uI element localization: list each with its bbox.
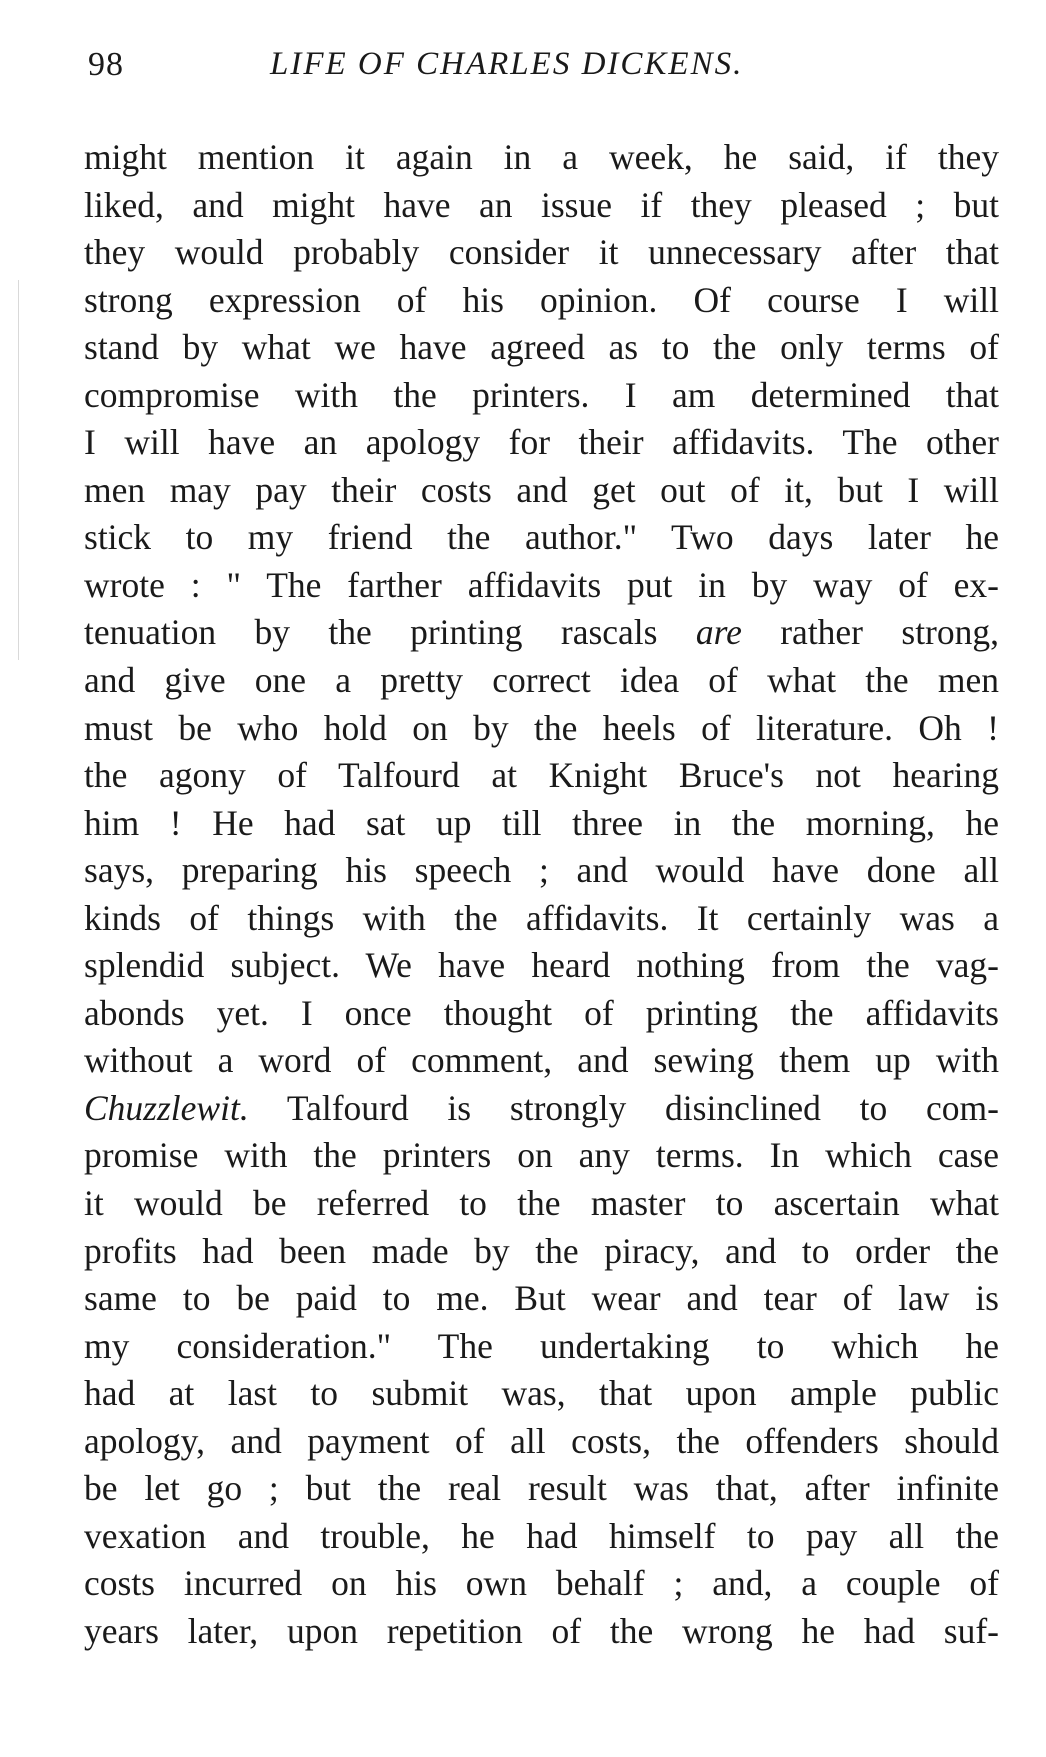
text-line: kinds of things with the affidavits. It certainly was a [84,897,999,938]
text-line: men may pay their costs and get out of it, but I will [84,469,999,510]
text-line-with-italic [84,1085,999,1133]
text-line: might mention it again in a week, he said, if they [84,137,999,177]
left-margin-shadow [18,280,19,660]
text-segment: Talfourd is strongly disinclined to com- [286,1087,999,1128]
text-line: apology, and payment of all costs, the offenders should [84,1420,999,1461]
text-line: the agony of Talfourd at Knight Bruce's not hearing [84,755,999,796]
text-line: without a word of comment, and sewing them up with [84,1040,999,1081]
italic-title: Chuzzlewit. [84,1087,249,1128]
text-line: profits had been made by the piracy, and to order the [84,1230,999,1271]
text-line: abonds yet. I once thought of printing the affidavits [84,992,999,1033]
text-line-with-italic [84,609,999,657]
text-line: liked, and might have an issue if they pleased ; but [84,184,999,225]
text-line: says, preparing his speech ; and would have done all [84,850,999,891]
text-line: they would probably consider it unnecessary after that [84,232,999,273]
running-title: LIFE OF CHARLES DICKENS. [270,46,744,82]
text-line: stick to my friend the author." Two days later he [84,517,999,558]
text-line: and give one a pretty correct idea of what the men [84,660,999,701]
text-line: splendid subject. We have heard nothing from the vag- [84,945,999,986]
text-line: him ! He had sat up till three in the morning, he [84,802,999,843]
text-segment: tenuation by the printing rascals [84,612,658,653]
text-line: had at last to submit was, that upon ample public [84,1373,999,1414]
body-text [84,134,999,1656]
italic-word: are [695,612,742,653]
text-line: stand by what we have agreed as to the only terms of [84,327,999,368]
text-line: promise with the printers on any terms. In which case [84,1135,999,1176]
text-segment: rather strong, [780,612,999,653]
text-line: be let go ; but the real result was that, after infinite [84,1468,999,1509]
text-line: compromise with the printers. I am determined that [84,374,999,415]
text-line: strong expression of his opinion. Of course I will [84,279,999,320]
text-line: vexation and trouble, he had himself to pay all the [84,1515,999,1556]
text-line: it would be referred to the master to ascertain what [84,1183,999,1224]
page-number: 98 [88,46,124,83]
text-line: years later, upon repetition of the wrong he had suf- [84,1610,999,1651]
text-line: must be who hold on by the heels of literature. Oh ! [84,707,999,748]
running-head [88,46,1012,94]
text-line: same to be paid to me. But wear and tear of law is [84,1278,999,1319]
text-line: wrote : " The farther affidavits put in by way of ex- [84,564,999,605]
text-line: my consideration." The undertaking to which he [84,1325,999,1366]
text-line: I will have an apology for their affidavits. The other [84,422,999,463]
text-line: costs incurred on his own behalf ; and, a couple of [84,1563,999,1604]
